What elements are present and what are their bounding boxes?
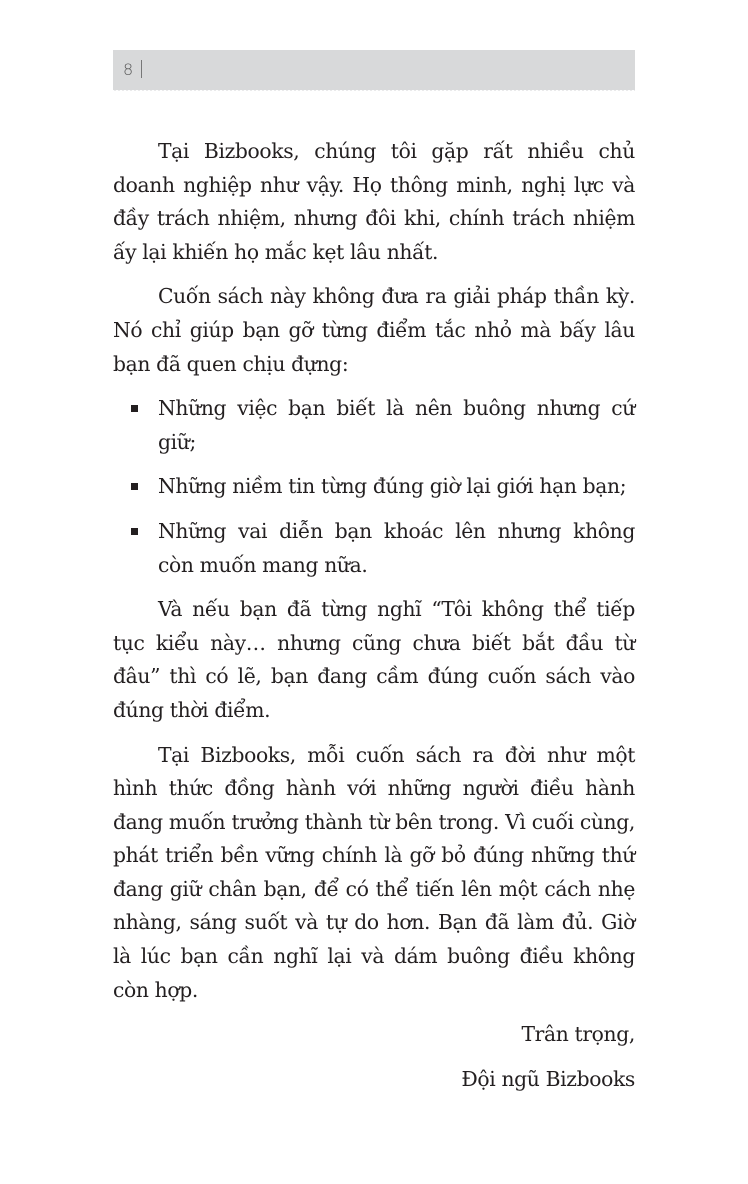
page-body bbox=[113, 135, 635, 1107]
list-item bbox=[113, 515, 635, 582]
page-number: 8 bbox=[123, 60, 134, 79]
closing-salutation: Trân trọng, bbox=[521, 1022, 635, 1047]
signature: Đội ngũ Bizbooks bbox=[461, 1066, 635, 1091]
paragraph-bizbooks-mission: Tại Bizbooks, mỗi cuốn sách ra đời như một hình thức đồng hành với những người điều hành đang muốn trưởng thành từ bên trong. Vì cuối cùng, phát triển bền vững chính là gỡ bỏ đúng những thứ đang giữ chân bạn, để có thể tiến lên một cách nhẹ nhàng, sáng suốt và tự do hơn. Bạn đã làm đủ. Giờ là lúc bạn cần nghĩ lại và dám buông điều không còn hợp. bbox=[113, 742, 635, 1002]
paragraph-right-book: Và nếu bạn đã từng nghĩ “Tôi không thể tiếp tục kiểu này… nhưng cũng chưa biết bắt đầu từ đâu” thì có lẽ, bạn đang cầm đúng cuốn sách vào đúng thời điểm. bbox=[113, 597, 635, 722]
list-item-text: Những niềm tin từng đúng giờ lại giới hạn bạn; bbox=[158, 474, 627, 499]
square-bullet-icon bbox=[131, 405, 138, 412]
list-item-text: Những việc bạn biết là nên buông nhưng cứ giữ; bbox=[158, 396, 635, 454]
square-bullet-icon bbox=[131, 528, 138, 535]
page-header-bar bbox=[113, 50, 635, 90]
list-item bbox=[113, 470, 635, 504]
page-number-separator bbox=[141, 60, 142, 78]
list-item-text: Những vai diễn bạn khoác lên nhưng không còn muốn mang nữa. bbox=[158, 518, 635, 577]
list-item bbox=[113, 392, 635, 459]
paragraph-book-purpose: Cuốn sách này không đưa ra giải pháp thần kỳ. Nó chỉ giúp bạn gỡ từng điểm tắc nhỏ mà bấy lâu bạn đã quen chịu đựng: bbox=[113, 284, 635, 376]
bullet-list bbox=[113, 392, 635, 582]
square-bullet-icon bbox=[131, 483, 138, 490]
paragraph-intro: Tại Bizbooks, chúng tôi gặp rất nhiều chủ doanh nghiệp như vậy. Họ thông minh, nghị lực và đầy trách nhiệm, nhưng đôi khi, chính trách nhiệm ấy lại khiến họ mắc kẹt lâu nhất. bbox=[113, 139, 635, 264]
